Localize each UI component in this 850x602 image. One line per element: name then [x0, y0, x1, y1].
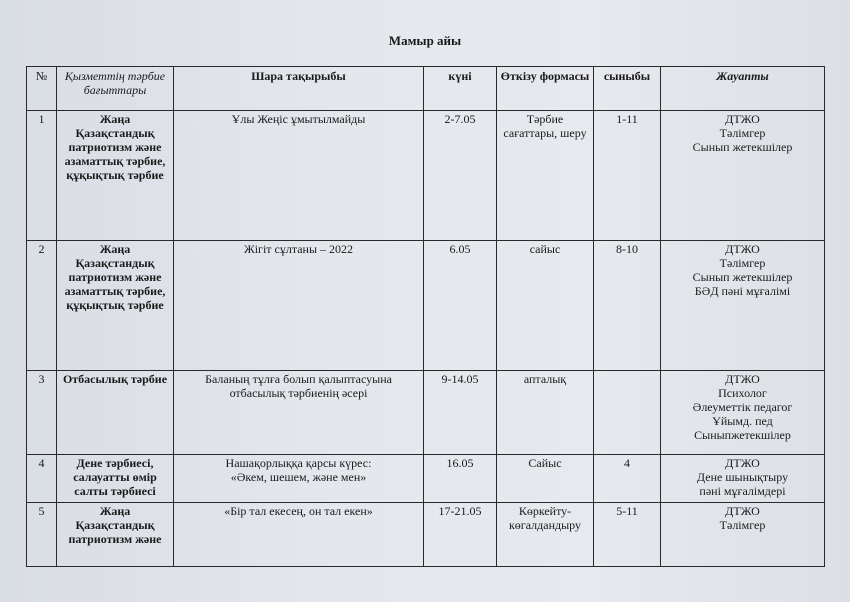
row-direction: Дене тәрбиесі, салауатты өмір салты тәрбиесі: [57, 455, 174, 503]
header-grade: сыныбы: [594, 67, 661, 111]
responsible-line: ДТЖО: [725, 372, 760, 386]
row-date: 16.05: [424, 455, 497, 503]
row-date: 17-21.05: [424, 503, 497, 567]
responsible-line: Тәлімгер: [719, 256, 766, 270]
row-grade: 4: [594, 455, 661, 503]
table-row: [27, 455, 825, 503]
header-num: №: [27, 67, 57, 111]
row-num: 1: [27, 111, 57, 241]
responsible-line: БӘД пәні мұғалімі: [694, 284, 791, 298]
row-topic: [174, 503, 424, 567]
responsible-line: пәні мұғалімдері: [699, 484, 786, 498]
row-responsible: [661, 455, 825, 503]
responsible-line: Психолог: [718, 386, 767, 400]
topic-line: Жігіт сұлтаны – 2022: [243, 242, 354, 256]
responsible-line: Тәлімгер: [719, 518, 766, 532]
row-form: сайыс: [497, 241, 594, 371]
responsible-line: Ұйымд. пед: [712, 414, 773, 428]
row-grade: 8-10: [594, 241, 661, 371]
header-topic: Шара тақырыбы: [174, 67, 424, 111]
row-date: 6.05: [424, 241, 497, 371]
row-responsible: [661, 111, 825, 241]
table-row: [27, 111, 825, 241]
responsible-line: Әлеуметтік педагог: [692, 400, 793, 414]
row-num: 4: [27, 455, 57, 503]
topic-line: Ұлы Жеңіс ұмытылмайды: [231, 112, 366, 126]
row-topic: [174, 371, 424, 455]
header-responsible: Жауапты: [661, 67, 825, 111]
topic-line: «Әкем, шешем, және мен»: [230, 470, 367, 484]
row-direction: Жаңа Қазақстандық патриотизм және азаматтық тәрбие, құқықтық тәрбие: [57, 241, 174, 371]
responsible-line: ДТЖО: [725, 112, 760, 126]
row-grade: 1-11: [594, 111, 661, 241]
row-direction: Отбасылық тәрбие: [57, 371, 174, 455]
header-row: [27, 67, 825, 111]
header-form: Өткізу формасы: [497, 67, 594, 111]
row-form: Сайыс: [497, 455, 594, 503]
row-responsible: [661, 241, 825, 371]
table-row: [27, 503, 825, 567]
row-date: 9-14.05: [424, 371, 497, 455]
row-grade: [594, 371, 661, 455]
row-topic: [174, 455, 424, 503]
header-date: күні: [424, 67, 497, 111]
row-form: Көркейту-көгалдандыру: [497, 503, 594, 567]
table-row: [27, 371, 825, 455]
row-topic: [174, 111, 424, 241]
table-row: [27, 241, 825, 371]
responsible-line: Тәлімгер: [719, 126, 766, 140]
event-plan-table: [26, 66, 825, 567]
responsible-line: Дене шынықтыру: [696, 470, 789, 484]
responsible-line: Сыныпжетекшілер: [694, 428, 791, 442]
header-direction: Қызметтің тәрбие бағыттары: [57, 67, 174, 111]
row-topic: [174, 241, 424, 371]
row-direction: Жаңа Қазақстандық патриотизм және азаматтық тәрбие, құқықтық тәрбие: [57, 111, 174, 241]
topic-line: отбасылық тәрбиенің әсері: [229, 386, 368, 400]
row-direction: Жаңа Қазақстандық патриотизм және: [57, 503, 174, 567]
row-responsible: [661, 371, 825, 455]
responsible-line: ДТЖО: [725, 456, 760, 470]
topic-line: Нашақорлыққа қарсы күрес:: [225, 456, 372, 470]
row-form: Тәрбие сағаттары, шеру: [497, 111, 594, 241]
row-date: 2-7.05: [424, 111, 497, 241]
responsible-line: ДТЖО: [725, 242, 760, 256]
row-grade: 5-11: [594, 503, 661, 567]
responsible-line: Сынып жетекшілер: [692, 270, 793, 284]
row-form: апталық: [497, 371, 594, 455]
row-num: 5: [27, 503, 57, 567]
page-title: Мамыр айы: [388, 33, 462, 48]
row-num: 2: [27, 241, 57, 371]
responsible-line: ДТЖО: [725, 504, 760, 518]
topic-line: Баланың тұлға болып қалыптасуына: [205, 372, 392, 386]
responsible-line: Сынып жетекшілер: [692, 140, 793, 154]
topic-line: «Бір тал екесең, он тал екен»: [224, 504, 373, 518]
row-num: 3: [27, 371, 57, 455]
row-responsible: [661, 503, 825, 567]
